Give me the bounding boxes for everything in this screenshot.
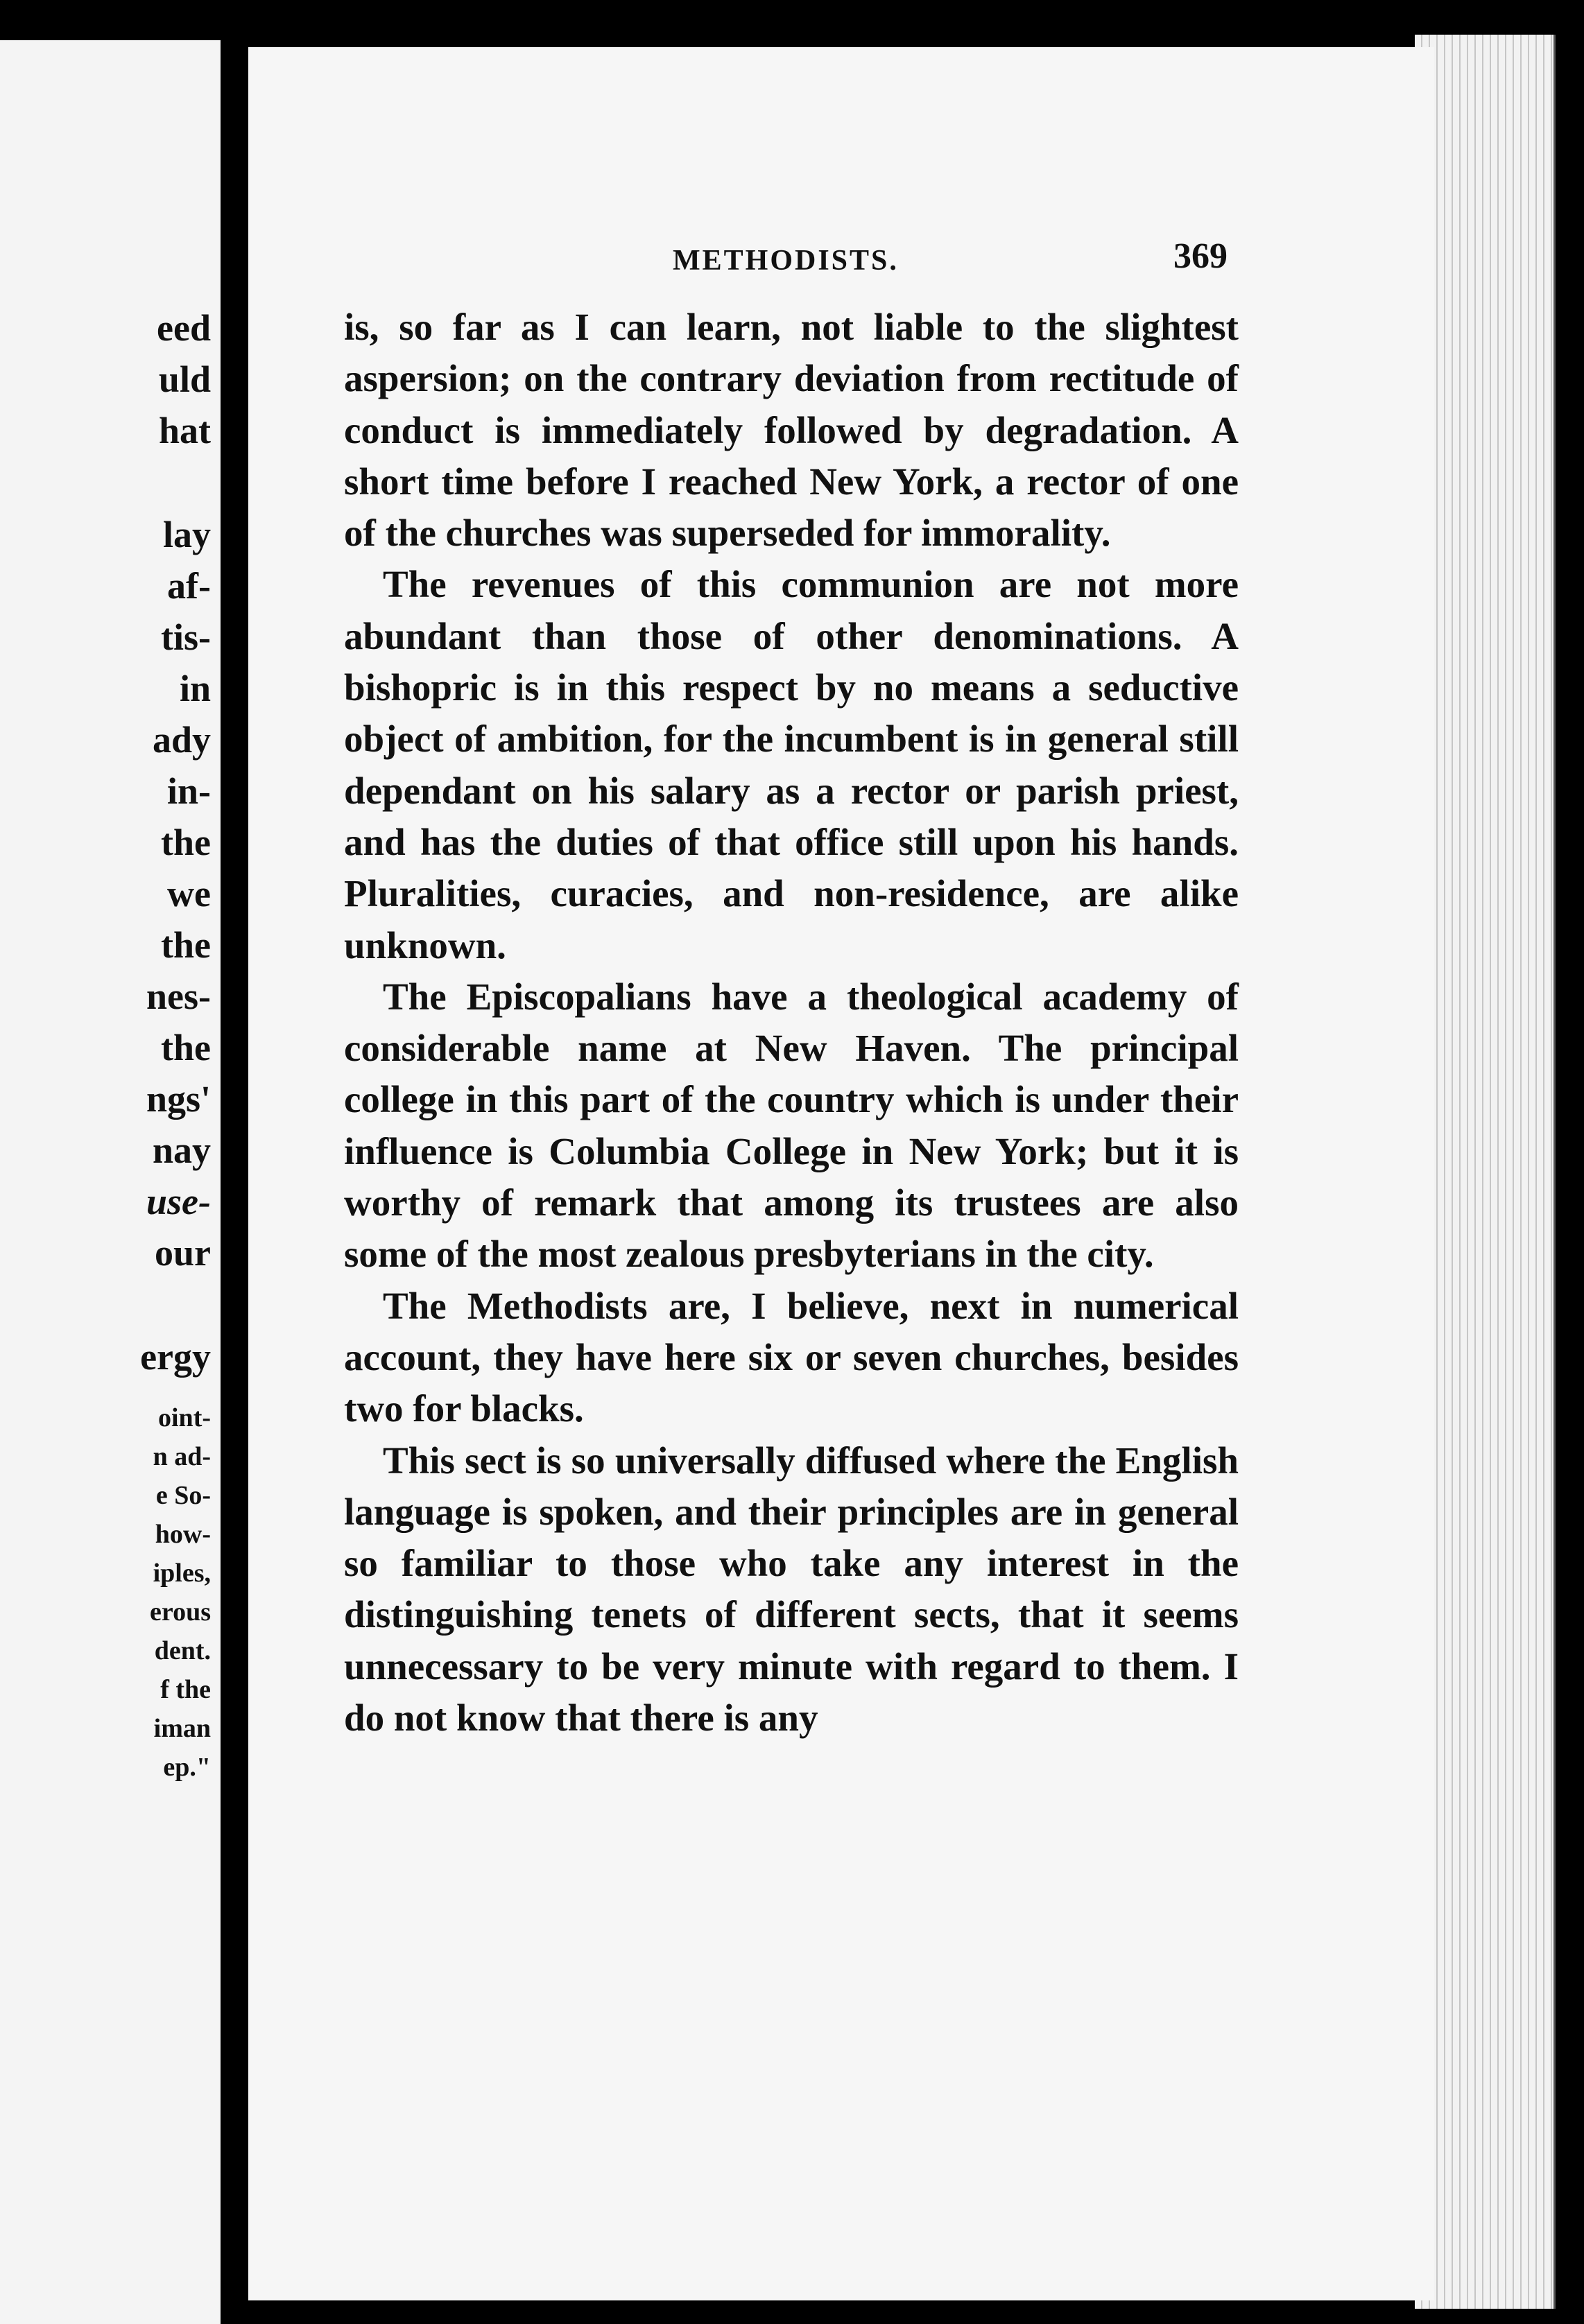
running-title: METHODISTS. xyxy=(673,245,899,277)
fragment: nes- xyxy=(146,975,211,1017)
paragraph: The Methodists are, I believe, next in numerical account, they have here six or seven churches, besides two for blacks. xyxy=(344,1284,1239,1430)
footnote-fragment: oint- xyxy=(158,1403,211,1432)
previous-page xyxy=(0,40,221,2324)
fragment: uld xyxy=(158,358,211,400)
footnote-fragment: ep." xyxy=(163,1753,211,1782)
fragment: ergy xyxy=(140,1336,211,1378)
page-header xyxy=(340,236,1228,284)
page-number: 369 xyxy=(1173,236,1228,276)
paragraph: The revenues of this communion are not more abundant than those of other denominations. A bishopric is in this respect by no means a seductive object of ambition, for the incumbent is in general still dependant on his salary as a rector or parish priest, and has the duties of that office still upon his hands. Pluralities, curacies, and non-residence, are alike unknown. xyxy=(344,563,1239,966)
fragment: the xyxy=(161,822,211,863)
paragraph: This sect is so universally diffused where the English language is spoken, and their principles are in general so familiar to those who take any interest in the distinguishing tenets of different sects, that it seems unnecessary to be very minute with regard to them. I do not know that there is any xyxy=(344,1439,1239,1740)
fragment: lay xyxy=(162,514,211,555)
footnote-fragment: e So- xyxy=(155,1481,211,1510)
fragment: ady xyxy=(152,719,211,761)
footnote-fragment: erous xyxy=(150,1597,211,1627)
fragment: ngs' xyxy=(146,1078,211,1120)
fragment: our xyxy=(155,1232,211,1274)
fragment: in- xyxy=(166,770,211,812)
body-text xyxy=(344,302,1239,1744)
footnote-fragment: n ad- xyxy=(153,1442,211,1471)
footnote-fragment: iples, xyxy=(153,1559,211,1588)
fragment: we xyxy=(167,873,211,914)
paragraph: The Episcopalians have a theological academy of considerable name at New Haven. The principal college in this part of the country which is under their influence is Columbia College in New York; but it is worthy of remark that among its trustees are also some of the most zealous presbyterians in the city. xyxy=(344,975,1239,1276)
fragment: nay xyxy=(152,1129,211,1171)
page-edges xyxy=(1415,35,1556,2309)
footnote-fragment: f the xyxy=(160,1675,211,1704)
fragment: the xyxy=(161,1027,211,1068)
fragment: af- xyxy=(167,565,211,607)
fragment: use- xyxy=(146,1181,211,1222)
fragment: tis- xyxy=(161,616,211,658)
book-gutter xyxy=(221,0,248,2324)
footnote-fragment: how- xyxy=(155,1520,211,1549)
footnote-fragment: dent. xyxy=(154,1636,211,1665)
footnote-fragment: iman xyxy=(153,1714,211,1743)
fragment: hat xyxy=(158,410,211,451)
fragment: in xyxy=(179,668,211,709)
fragment: eed xyxy=(157,307,211,349)
paragraph: is, so far as I can learn, not liable to the slightest aspersion; on the contrary deviation from rectitude of conduct is immediately followed by degradation. A short time before I reached New York, a rector of one of the churches was superseded for immorality. xyxy=(344,306,1239,555)
fragment: the xyxy=(161,924,211,966)
